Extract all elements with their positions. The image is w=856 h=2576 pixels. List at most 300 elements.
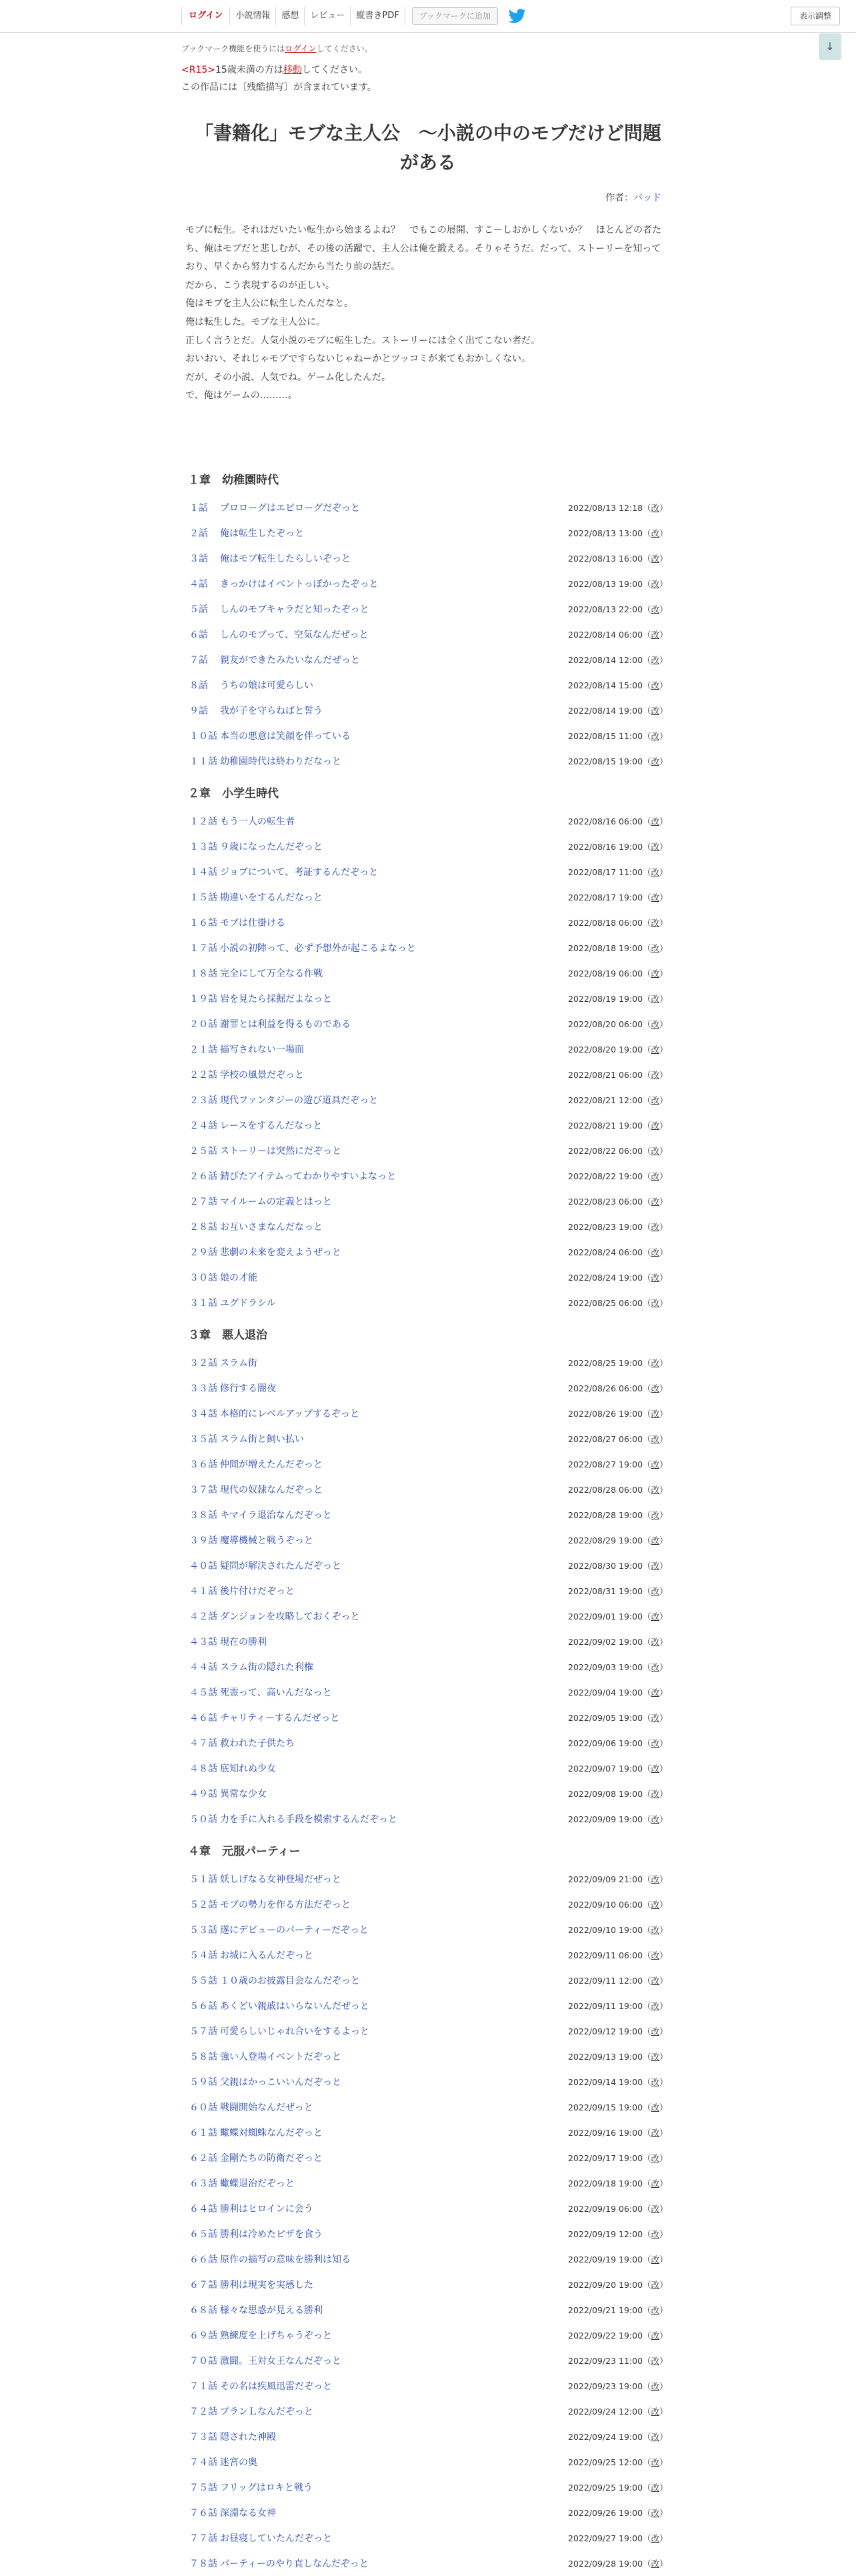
episode-link[interactable] — [189, 1660, 568, 1674]
episode-date: 2022/09/20 19:00（改） — [568, 2279, 668, 2290]
episode-row — [181, 2196, 675, 2221]
episode-date: 2022/08/24 06:00（改） — [568, 1247, 668, 1257]
episode-title: チャリティーするんだぜっと — [220, 1712, 340, 1724]
episode-title: キマイラ退治なんだぞっと — [220, 1509, 332, 1521]
episode-link[interactable] — [189, 1068, 568, 1081]
episode-title: その名は疾風迅雷だぞっと — [220, 2381, 332, 2392]
revised-link[interactable]: 改 — [651, 553, 660, 564]
episode-row — [181, 1781, 675, 1806]
episode-number: ４２話 — [189, 1611, 217, 1622]
revised-link[interactable]: 改 — [651, 993, 660, 1004]
revised-link[interactable]: 改 — [651, 1899, 660, 1910]
revised-link[interactable]: 改 — [651, 968, 660, 979]
episode-number: ５２話 — [189, 1899, 217, 1910]
revised-link[interactable]: 改 — [651, 1950, 660, 1960]
episode-date-text: 2022/09/23 11:00 — [568, 2355, 643, 2366]
episode-title: 疑問が解決されたんだぞっと — [220, 1560, 341, 1571]
episode-title: モブの勢力を作る方法だぞっと — [220, 1899, 351, 1910]
episode-link[interactable] — [189, 602, 568, 616]
episode-date: 2022/09/08 19:00（改） — [568, 1788, 668, 1799]
episode-link[interactable] — [189, 2050, 568, 2063]
episode-number: １９話 — [189, 993, 217, 1005]
episode-link[interactable] — [189, 2303, 568, 2317]
revised-link[interactable]: 改 — [651, 1535, 660, 1545]
episode-title: しんのモブって、空気なんだぜっと — [220, 629, 369, 640]
episode-date-text: 2022/08/21 19:00 — [568, 1120, 643, 1131]
episode-link[interactable] — [189, 729, 568, 742]
episode-link[interactable] — [189, 1220, 568, 1233]
revised-link[interactable]: 改 — [651, 604, 660, 614]
episode-date: 2022/08/19 19:00（改） — [568, 993, 668, 1004]
nav-review[interactable]: レビュー — [304, 7, 350, 25]
episode-link[interactable] — [189, 2202, 568, 2215]
episode-date-text: 2022/09/11 19:00 — [568, 2000, 643, 2011]
episode-title: うちの娘は可愛らしい — [220, 680, 313, 691]
episode-link[interactable] — [189, 1584, 568, 1597]
episode-link[interactable] — [189, 1296, 568, 1309]
episode-date: 2022/08/13 13:00（改） — [568, 528, 668, 538]
revised-link[interactable]: 改 — [651, 892, 660, 902]
episode-title: ９歳になったんだぞっと — [220, 841, 323, 852]
nav-vertical-pdf[interactable]: 縦書きPDF — [350, 7, 405, 25]
episode-number: ６６話 — [189, 2254, 217, 2265]
episode-date-text: 2022/08/27 06:00 — [568, 1433, 643, 1444]
episode-date: 2022/08/26 19:00（改） — [568, 1408, 668, 1419]
revised-link[interactable]: 改 — [651, 2305, 660, 2315]
episode-date: 2022/09/25 12:00（改） — [568, 2457, 668, 2467]
revised-link[interactable]: 改 — [651, 1738, 660, 1748]
revised-link[interactable]: 改 — [651, 1272, 660, 1283]
episode-link[interactable] — [189, 1898, 568, 1911]
revised-link[interactable]: 改 — [651, 2507, 660, 2518]
revised-link[interactable]: 改 — [651, 2254, 660, 2265]
episode-link[interactable] — [189, 1686, 568, 1699]
episode-link[interactable] — [189, 1457, 568, 1471]
r15-move-link[interactable]: 移動 — [283, 65, 302, 75]
scroll-down-button[interactable]: ↓ — [819, 33, 841, 60]
episode-link[interactable] — [189, 704, 568, 717]
episode-title: ダンジョンを攻略しておくぞっと — [220, 1611, 360, 1622]
episode-link[interactable] — [189, 2329, 568, 2342]
episode-date-text: 2022/09/17 19:00 — [568, 2152, 643, 2163]
episode-date: 2022/09/25 19:00（改） — [568, 2482, 668, 2493]
episode-number: ８話 — [189, 680, 208, 691]
episode-row — [181, 1578, 675, 1603]
episode-row — [181, 1426, 675, 1451]
episode-link[interactable] — [189, 2100, 568, 2114]
episode-number: ７５話 — [189, 2482, 217, 2493]
episode-link[interactable] — [189, 2252, 568, 2266]
episode-row — [181, 935, 675, 960]
revised-link[interactable]: 改 — [651, 1712, 660, 1723]
episode-link[interactable] — [189, 941, 568, 954]
episode-number: ５７話 — [189, 2026, 217, 2037]
episode-title: お互いさまなんだなっと — [220, 1221, 323, 1233]
revised-link[interactable]: 改 — [651, 1247, 660, 1257]
revised-link[interactable]: 改 — [651, 2127, 660, 2138]
episode-link[interactable] — [189, 1762, 568, 1775]
episode-link[interactable] — [189, 1508, 568, 1521]
episode-date: 2022/09/04 19:00（改） — [568, 1687, 668, 1698]
revised-link[interactable]: 改 — [651, 2457, 660, 2467]
episode-link[interactable] — [189, 2405, 568, 2418]
revised-link[interactable]: 改 — [651, 654, 660, 665]
revised-link[interactable]: 改 — [651, 1484, 660, 1495]
episode-number: ６５話 — [189, 2228, 217, 2240]
episode-date: 2022/08/28 06:00（改） — [568, 1484, 668, 1495]
revised-link[interactable]: 改 — [651, 629, 660, 640]
episode-date: 2022/08/28 19:00（改） — [568, 1509, 668, 1520]
episode-number: ２９話 — [189, 1247, 217, 1258]
revised-link[interactable]: 改 — [651, 680, 660, 690]
revised-link[interactable]: 改 — [651, 866, 660, 877]
episode-link[interactable] — [189, 1872, 568, 1886]
revised-link[interactable]: 改 — [651, 1297, 660, 1308]
revised-link[interactable]: 改 — [651, 1763, 660, 1774]
revised-link[interactable]: 改 — [651, 1196, 660, 1207]
episode-title: 現代の奴隷なんだぞっと — [220, 1484, 323, 1495]
episode-link[interactable] — [189, 814, 568, 828]
episode-link[interactable] — [189, 1711, 568, 1724]
episode-link[interactable] — [189, 1559, 568, 1572]
episode-link[interactable] — [189, 2176, 568, 2190]
episode-link[interactable] — [189, 2227, 568, 2240]
revised-link[interactable]: 改 — [651, 528, 660, 538]
episode-title: 勝利はヒロインに会う — [220, 2203, 313, 2214]
revised-link[interactable]: 改 — [651, 1120, 660, 1131]
episode-row — [181, 647, 675, 672]
revised-link[interactable]: 改 — [651, 2431, 660, 2442]
episode-link[interactable] — [189, 2024, 568, 2038]
revised-link[interactable]: 改 — [651, 1019, 660, 1029]
revised-link[interactable]: 改 — [651, 730, 660, 741]
revised-link[interactable]: 改 — [651, 1408, 660, 1419]
episode-row — [181, 546, 675, 571]
episode-date-text: 2022/08/13 16:00 — [568, 553, 643, 564]
episode-link[interactable] — [189, 1812, 568, 1826]
episode-date-text: 2022/08/20 19:00 — [568, 1044, 643, 1055]
author-link[interactable]: バッド — [633, 193, 661, 203]
episode-link[interactable] — [189, 2354, 568, 2367]
episode-link[interactable] — [189, 1017, 568, 1031]
revised-link[interactable]: 改 — [651, 2355, 660, 2366]
episode-number: ６３話 — [189, 2178, 217, 2189]
episode-number: ２３話 — [189, 1095, 217, 1106]
episode-link[interactable] — [189, 1043, 568, 1056]
episode-link[interactable] — [189, 1271, 568, 1284]
revised-link[interactable]: 改 — [651, 1560, 660, 1571]
episode-link[interactable] — [189, 840, 568, 853]
episode-number: ５０話 — [189, 1814, 217, 1825]
episode-link[interactable] — [189, 2278, 568, 2291]
episode-number: ４話 — [189, 578, 208, 590]
episode-date-text: 2022/08/17 11:00 — [568, 866, 643, 877]
add-bookmark-button[interactable]: ブックマークに追加 — [412, 7, 498, 25]
revised-link[interactable]: 改 — [651, 2330, 660, 2341]
r15-notice: <R15>15歳未満の方は移動してください。 — [181, 65, 367, 75]
episode-title: 死霊って、高いんだなっと — [220, 1687, 332, 1698]
chapter-title: ３章 悪人退治 — [188, 1328, 267, 1342]
episode-row — [181, 2373, 675, 2399]
episode-date-text: 2022/08/23 06:00 — [568, 1196, 643, 1207]
episode-number: ７２話 — [189, 2406, 217, 2417]
episode-link[interactable] — [189, 1093, 568, 1107]
episode-title: 妖しげなる女神登場だぜっと — [220, 1874, 341, 1885]
revised-link[interactable]: 改 — [651, 2076, 660, 2087]
episode-number: ５１話 — [189, 1874, 217, 1885]
episode-link[interactable] — [189, 1483, 568, 1496]
twitter-icon[interactable] — [509, 9, 526, 23]
episode-link[interactable] — [189, 1195, 568, 1208]
episode-row — [181, 859, 675, 884]
episode-link[interactable] — [189, 1119, 568, 1132]
episode-number: ７０話 — [189, 2355, 217, 2367]
episode-date-text: 2022/08/14 19:00 — [568, 705, 643, 716]
episode-date-text: 2022/08/26 06:00 — [568, 1383, 643, 1393]
revised-link[interactable]: 改 — [651, 816, 660, 826]
episode-link[interactable] — [189, 1736, 568, 1750]
episode-number: ６０話 — [189, 2102, 217, 2113]
episode-link[interactable] — [189, 2557, 568, 2570]
episode-row — [181, 2069, 675, 2094]
episode-link[interactable] — [189, 2075, 568, 2088]
episode-link[interactable] — [189, 2506, 568, 2519]
episode-number: １８話 — [189, 968, 217, 979]
episode-number: ３０話 — [189, 1272, 217, 1283]
episode-row — [181, 1350, 675, 1375]
revised-link[interactable]: 改 — [651, 2228, 660, 2239]
episode-link[interactable] — [189, 754, 568, 768]
revised-link[interactable]: 改 — [651, 1433, 660, 1444]
episode-link[interactable] — [189, 2379, 568, 2393]
episode-date-text: 2022/09/03 19:00 — [568, 1662, 643, 1672]
revised-link[interactable]: 改 — [651, 2203, 660, 2214]
episode-row — [181, 1806, 675, 1832]
bookmark-login-link[interactable]: ログイン — [285, 44, 317, 53]
episode-number: ２５話 — [189, 1145, 217, 1157]
revised-link[interactable]: 改 — [651, 705, 660, 716]
episode-title: 力を手に入れる手段を模索するんだぞっと — [220, 1814, 397, 1825]
episode-row — [181, 1968, 675, 1993]
episode-link[interactable] — [189, 2455, 568, 2469]
episode-link[interactable] — [189, 653, 568, 666]
episode-number: ２１話 — [189, 1044, 217, 1055]
episode-link[interactable] — [189, 890, 568, 904]
episode-date-text: 2022/09/19 19:00 — [568, 2254, 643, 2265]
revised-link[interactable]: 改 — [651, 2482, 660, 2493]
revised-link[interactable]: 改 — [651, 2026, 660, 2036]
episode-date-text: 2022/09/12 19:00 — [568, 2026, 643, 2036]
episode-date-text: 2022/09/19 12:00 — [568, 2228, 643, 2239]
episode-link[interactable] — [189, 552, 568, 565]
revised-link[interactable]: 改 — [651, 1636, 660, 1647]
episode-number: ６２話 — [189, 2152, 217, 2164]
episode-number: ７１話 — [189, 2381, 217, 2392]
episode-link[interactable] — [189, 2481, 568, 2494]
episode-date-text: 2022/08/24 06:00 — [568, 1247, 643, 1257]
revised-link[interactable]: 改 — [651, 841, 660, 852]
episode-number: ９話 — [189, 705, 208, 716]
revised-link[interactable]: 改 — [651, 1924, 660, 1935]
episode-title: プロローグはエピローグだぞっと — [220, 502, 360, 514]
revised-link[interactable]: 改 — [651, 2102, 660, 2112]
revised-link[interactable]: 改 — [651, 1509, 660, 1520]
episode-date: 2022/08/19 06:00（改） — [568, 968, 668, 979]
episode-link[interactable] — [189, 1533, 568, 1547]
revised-link[interactable]: 改 — [651, 1044, 660, 1055]
episode-date-text: 2022/08/29 19:00 — [568, 1535, 643, 1545]
episode-link[interactable] — [189, 1787, 568, 1800]
revised-link[interactable]: 改 — [651, 1357, 660, 1368]
revised-link[interactable]: 改 — [651, 502, 660, 513]
revised-link[interactable]: 改 — [651, 2051, 660, 2062]
episode-link[interactable] — [189, 2151, 568, 2164]
episode-title: 錆びたアイテムってわかりやすいよなっと — [220, 1171, 397, 1182]
revised-link[interactable]: 改 — [651, 917, 660, 928]
episode-date-text: 2022/09/08 19:00 — [568, 1788, 643, 1799]
episode-link[interactable] — [189, 2126, 568, 2139]
episode-date: 2022/08/14 19:00（改） — [568, 705, 668, 716]
revised-link[interactable]: 改 — [651, 1975, 660, 1986]
episode-link[interactable] — [189, 1144, 568, 1157]
episode-link[interactable] — [189, 1245, 568, 1259]
episode-title: 小説の初陣って、必ず予想外が起こるよなっと — [220, 942, 416, 954]
episode-title: 戦闘開始なんだぜっと — [220, 2102, 313, 2113]
revised-link[interactable]: 改 — [651, 1662, 660, 1672]
episode-date: 2022/08/17 11:00（改） — [568, 866, 668, 877]
episode-date: 2022/08/15 11:00（改） — [568, 730, 668, 741]
episode-title: 激闘。王対女王なんだぞっと — [220, 2355, 341, 2367]
display-settings-button[interactable]: 表示調整 — [791, 7, 840, 25]
revised-link[interactable]: 改 — [651, 1145, 660, 1156]
nav-impressions[interactable]: 感想 — [275, 7, 304, 25]
episode-date-text: 2022/09/10 19:00 — [568, 1924, 643, 1935]
episode-link[interactable] — [189, 1974, 568, 1987]
nav-novel-info[interactable]: 小説情報 — [229, 7, 275, 25]
revised-link[interactable]: 改 — [651, 2152, 660, 2163]
revised-link[interactable]: 改 — [651, 2406, 660, 2417]
novel-toc-page — [181, 36, 675, 2576]
episode-link[interactable] — [189, 1948, 568, 1962]
episode-title: 描写されない一場面 — [220, 1044, 304, 1055]
episode-link[interactable] — [189, 1999, 568, 2012]
episode-link[interactable] — [189, 1381, 568, 1395]
episode-number: ２７話 — [189, 1196, 217, 1207]
episode-row — [181, 1113, 675, 1138]
revised-link[interactable]: 改 — [651, 1814, 660, 1824]
episode-date-text: 2022/08/14 06:00 — [568, 629, 643, 640]
revised-link[interactable]: 改 — [651, 1874, 660, 1884]
episode-title: 様々な思惑が見える勝利 — [220, 2305, 323, 2316]
episode-number: １話 — [189, 502, 208, 514]
episode-title: お昼寝していたんだぞっと — [220, 2533, 332, 2544]
episode-number: １７話 — [189, 942, 217, 954]
episode-link[interactable] — [189, 865, 568, 878]
revised-link[interactable]: 改 — [651, 942, 660, 953]
episode-row — [181, 1756, 675, 1781]
revised-link[interactable]: 改 — [651, 756, 660, 766]
episode-date: 2022/08/21 06:00（改） — [568, 1069, 668, 1080]
episode-date: 2022/08/13 19:00（改） — [568, 578, 668, 589]
episode-title: 蠍蝶退治だぞっと — [220, 2178, 295, 2189]
episode-link[interactable] — [189, 501, 568, 514]
episode-row — [181, 723, 675, 748]
episode-link[interactable] — [189, 916, 568, 929]
episode-number: ２２話 — [189, 1069, 217, 1081]
episode-title: パーティーのやり直しなんだぞっと — [220, 2558, 369, 2569]
episode-link[interactable] — [189, 2430, 568, 2443]
revised-link[interactable]: 改 — [651, 1585, 660, 1596]
episode-date-text: 2022/09/15 19:00 — [568, 2102, 643, 2112]
episode-date: 2022/09/15 19:00（改） — [568, 2102, 668, 2112]
episode-link[interactable] — [189, 577, 568, 590]
episode-row — [181, 596, 675, 622]
episode-title: スラム街 — [220, 1357, 257, 1369]
episode-link[interactable] — [189, 678, 568, 692]
revised-link[interactable]: 改 — [651, 1687, 660, 1698]
revised-link[interactable]: 改 — [651, 2533, 660, 2543]
revised-link[interactable]: 改 — [651, 1383, 660, 1393]
episode-date-text: 2022/08/15 11:00 — [568, 730, 643, 741]
revised-link[interactable]: 改 — [651, 2000, 660, 2011]
revised-link[interactable]: 改 — [651, 1788, 660, 1799]
revised-link[interactable]: 改 — [651, 1221, 660, 1232]
episode-link[interactable] — [189, 1407, 568, 1420]
episode-date-text: 2022/09/11 06:00 — [568, 1950, 643, 1960]
episode-row — [181, 2272, 675, 2297]
revised-link[interactable]: 改 — [651, 2279, 660, 2290]
episode-title: 異常な少女 — [220, 1788, 267, 1800]
nav-login[interactable]: ログイン — [181, 7, 229, 25]
revised-link[interactable]: 改 — [651, 1069, 660, 1080]
episode-link[interactable] — [189, 1923, 568, 1936]
revised-link[interactable]: 改 — [651, 2558, 660, 2569]
revised-link[interactable]: 改 — [651, 1459, 660, 1469]
episode-date: 2022/09/17 19:00（改） — [568, 2152, 668, 2163]
episode-row — [181, 1527, 675, 1553]
episode-link[interactable] — [189, 967, 568, 980]
episode-date: 2022/08/27 19:00（改） — [568, 1459, 668, 1469]
episode-link[interactable] — [189, 628, 568, 641]
episode-date: 2022/08/14 06:00（改） — [568, 629, 668, 640]
revised-link[interactable]: 改 — [651, 578, 660, 589]
episode-link[interactable] — [189, 1609, 568, 1623]
episode-link[interactable] — [189, 2531, 568, 2545]
episode-row — [181, 622, 675, 647]
episode-number: １２話 — [189, 816, 217, 827]
episode-date: 2022/08/24 19:00（改） — [568, 1272, 668, 1283]
revised-link[interactable]: 改 — [651, 2381, 660, 2391]
revised-link[interactable]: 改 — [651, 1171, 660, 1181]
episode-link[interactable] — [189, 1356, 568, 1369]
episode-title: 魔導機械と戦うぞっと — [220, 1535, 313, 1546]
episode-link[interactable] — [189, 1169, 568, 1183]
episode-date: 2022/08/23 06:00（改） — [568, 1196, 668, 1207]
episode-link[interactable] — [189, 1635, 568, 1648]
chapter-title: １章 幼稚園時代 — [188, 473, 279, 487]
episode-date-text: 2022/08/24 19:00 — [568, 1272, 643, 1283]
revised-link[interactable]: 改 — [651, 1095, 660, 1105]
episode-row — [181, 884, 675, 910]
episode-number: ５３話 — [189, 1924, 217, 1936]
revised-link[interactable]: 改 — [651, 1611, 660, 1622]
episode-link[interactable] — [189, 1432, 568, 1445]
episode-link[interactable] — [189, 992, 568, 1005]
revised-link[interactable]: 改 — [651, 2178, 660, 2188]
episode-date-text: 2022/08/21 12:00 — [568, 1095, 643, 1105]
episode-date: 2022/09/10 06:00（改） — [568, 1899, 668, 1910]
episode-link[interactable] — [189, 526, 568, 540]
